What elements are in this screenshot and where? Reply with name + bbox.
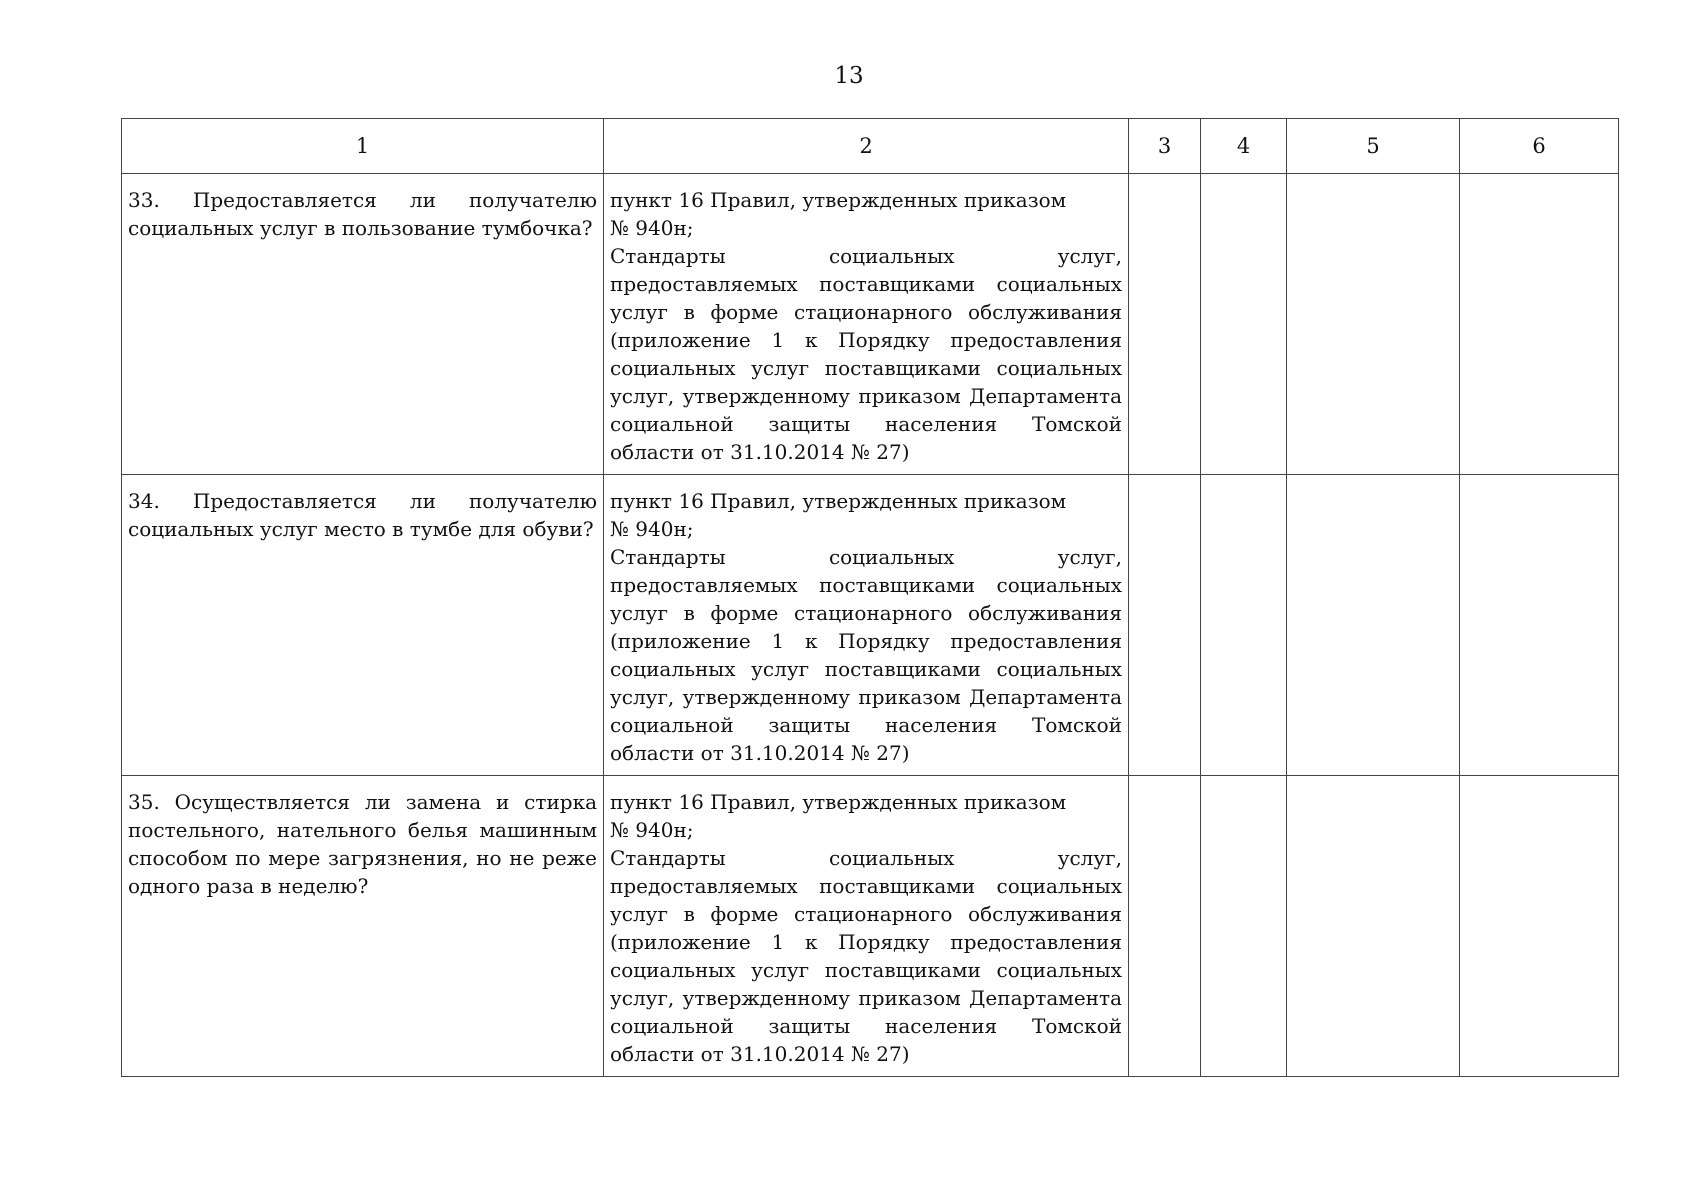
cell-col3 [1129,174,1201,475]
basis-line-1: пункт 16 Правил, утвержденных приказом [610,489,1067,513]
basis-line-1: пункт 16 Правил, утвержденных приказом [610,188,1067,212]
cell-col4 [1201,475,1287,776]
cell-col6-value [1460,776,1618,788]
table-row [122,475,1619,776]
column-header-1: 1 [122,119,604,174]
cell-col6 [1460,776,1619,1077]
cell-col4-value [1201,776,1286,788]
column-header-4: 4 [1201,119,1287,174]
cell-col4-value [1201,475,1286,487]
cell-col3-value [1129,475,1200,487]
question-text: 35. Осуществляется ли замена и стирка постельного, нательного белья машинным способом по мере загрязнения, но не реже одного раза в неделю? [128,790,597,898]
cell-col6 [1460,174,1619,475]
cell-col3-value [1129,174,1200,186]
basis-cell [604,174,1129,475]
cell-col5-value [1287,174,1459,186]
basis-text [604,174,1128,466]
cell-col5 [1287,475,1460,776]
basis-standards: Стандарты социальных услуг, предоставляемых поставщиками социальных услуг в форме стационарного обслуживания (приложение 1 к Порядку предоставления социальных услуг поставщиками социальных услуг, утвержденному приказом Департамента социальной защиты населения Томской области от 31.10.2014 № 27) [610,846,1122,1066]
basis-text [604,776,1128,1068]
cell-col5 [1287,776,1460,1077]
column-header-6: 6 [1460,119,1619,174]
table-row [122,776,1619,1077]
basis-line-1: пункт 16 Правил, утвержденных приказом [610,790,1067,814]
column-header-5: 5 [1287,119,1460,174]
table-row [122,174,1619,475]
checklist-table [121,118,1619,1077]
cell-col6-value [1460,475,1618,487]
basis-cell [604,776,1129,1077]
cell-col3 [1129,475,1201,776]
column-header-2: 2 [604,119,1129,174]
cell-col6-value [1460,174,1618,186]
cell-col5-value [1287,776,1459,788]
question-text: 34. Предоставляется ли получателю социальных услуг место в тумбе для обуви? [128,489,597,541]
cell-col4 [1201,776,1287,1077]
cell-col6 [1460,475,1619,776]
table-header-row [122,119,1619,174]
cell-col4 [1201,174,1287,475]
page-number: 13 [834,63,864,89]
column-header-3: 3 [1129,119,1201,174]
question-cell [122,776,604,1077]
cell-col5 [1287,174,1460,475]
basis-line-2: № 940н; [610,818,694,842]
cell-col3 [1129,776,1201,1077]
cell-col5-value [1287,475,1459,487]
question-cell [122,475,604,776]
basis-text [604,475,1128,767]
basis-line-2: № 940н; [610,216,694,240]
basis-cell [604,475,1129,776]
cell-col3-value [1129,776,1200,788]
basis-line-2: № 940н; [610,517,694,541]
basis-standards: Стандарты социальных услуг, предоставляемых поставщиками социальных услуг в форме стационарного обслуживания (приложение 1 к Порядку предоставления социальных услуг поставщиками социальных услуг, утвержденному приказом Департамента социальной защиты населения Томской области от 31.10.2014 № 27) [610,545,1122,765]
question-cell [122,174,604,475]
cell-col4-value [1201,174,1286,186]
question-text: 33. Предоставляется ли получателю социальных услуг в пользование тумбочка? [128,188,597,240]
basis-standards: Стандарты социальных услуг, предоставляемых поставщиками социальных услуг в форме стационарного обслуживания (приложение 1 к Порядку предоставления социальных услуг поставщиками социальных услуг, утвержденному приказом Департамента социальной защиты населения Томской области от 31.10.2014 № 27) [610,244,1122,464]
